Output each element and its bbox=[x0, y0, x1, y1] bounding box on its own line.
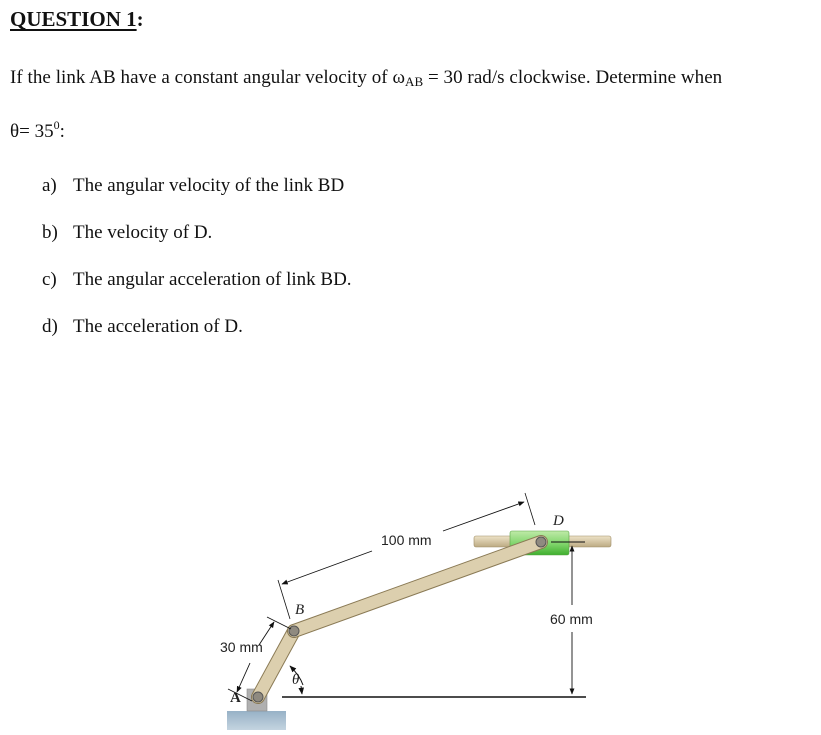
part-label: d) bbox=[42, 316, 58, 337]
question-title-suffix: : bbox=[136, 7, 144, 31]
pin-A bbox=[253, 692, 263, 702]
part-text: The angular velocity of the link BD bbox=[73, 175, 345, 196]
dim-BD-arrow bbox=[282, 551, 372, 584]
label-theta: θ bbox=[292, 672, 300, 688]
pin-B bbox=[289, 626, 299, 636]
part-label: c) bbox=[42, 269, 57, 290]
dim-BD-label: 100 mm bbox=[381, 532, 432, 548]
part-text: The angular acceleration of link BD. bbox=[73, 269, 352, 290]
dim-height-label: 60 mm bbox=[550, 611, 593, 627]
ground-base bbox=[227, 711, 286, 730]
omega-subscript: AB bbox=[405, 74, 424, 89]
dim-AB-label: 30 mm bbox=[220, 639, 263, 655]
prompt-text-after: = 30 rad/s clockwise. Determine when bbox=[423, 67, 723, 88]
pin-D bbox=[536, 537, 546, 547]
theta-text: θ= 35 bbox=[10, 121, 54, 142]
part-text: The velocity of D. bbox=[73, 222, 213, 243]
theta-colon: : bbox=[59, 121, 65, 142]
label-D: D bbox=[553, 513, 564, 529]
part-label: b) bbox=[42, 222, 58, 243]
part-text: The acceleration of D. bbox=[73, 316, 243, 337]
label-B: B bbox=[295, 602, 305, 618]
question-title-text: QUESTION 1 bbox=[10, 7, 137, 31]
label-A: A bbox=[230, 690, 241, 706]
degree-superscript: 0 bbox=[53, 118, 60, 132]
dim-AB-arrow bbox=[237, 663, 250, 692]
prompt-text-before: If the link AB have a constant angular velocity of ω bbox=[10, 67, 405, 88]
part-label: a) bbox=[42, 175, 57, 196]
